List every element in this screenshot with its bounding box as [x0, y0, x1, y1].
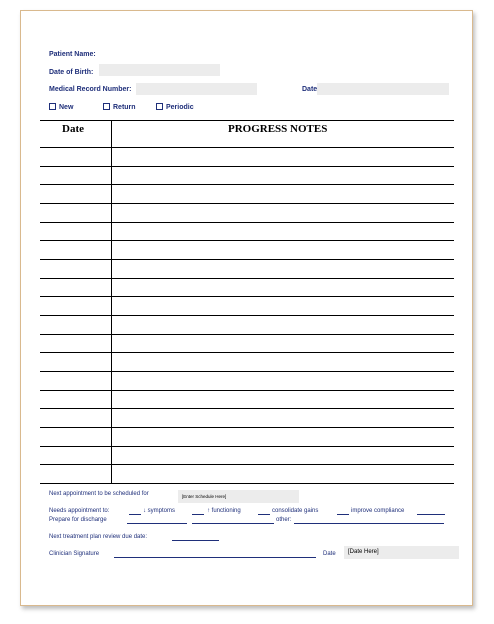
date-placeholder: [Date Here]	[348, 549, 379, 555]
compliance-extra-blank[interactable]	[417, 514, 445, 515]
compliance-label: improve compliance	[351, 508, 405, 514]
consolidate-label: consolidate gains	[272, 508, 319, 514]
schedule-field[interactable]	[178, 490, 299, 503]
table-column-divider	[111, 120, 112, 484]
table-row	[40, 390, 454, 391]
next-appointment-label: Next appointment to be scheduled for	[49, 491, 149, 497]
progress-notes-header: PROGRESS NOTES	[228, 123, 328, 135]
table-row	[40, 408, 454, 409]
table-row	[40, 259, 454, 260]
review-date-label: Next treatment plan review due date:	[49, 534, 148, 540]
symptoms-blank[interactable]	[129, 514, 141, 515]
table-row	[40, 147, 454, 148]
signature-line[interactable]	[114, 557, 316, 558]
discharge-blank-2[interactable]	[192, 523, 274, 524]
signature-date-label: Date	[323, 551, 336, 557]
table-row	[40, 315, 454, 316]
table-row	[40, 483, 454, 484]
table-row	[40, 371, 454, 372]
table-row	[40, 334, 454, 335]
patient-name-label: Patient Name:	[49, 51, 96, 58]
prepare-discharge-label: Prepare for discharge	[49, 517, 107, 523]
progress-notes-table	[40, 120, 454, 484]
review-date-blank[interactable]	[172, 540, 219, 541]
table-row	[40, 278, 454, 279]
mrn-label: Medical Record Number:	[49, 86, 132, 93]
dob-label: Date of Birth:	[49, 69, 94, 76]
checkbox-new-label: New	[59, 104, 74, 111]
checkbox-box[interactable]	[156, 103, 163, 110]
symptoms-label: ↓ symptoms	[143, 508, 176, 514]
consolidate-blank[interactable]	[258, 514, 270, 515]
dob-field[interactable]	[99, 64, 220, 76]
date-field[interactable]	[317, 83, 449, 95]
table-row	[40, 352, 454, 353]
date-label: Date	[302, 86, 318, 93]
date-column-header: Date	[62, 123, 84, 135]
compliance-blank[interactable]	[337, 514, 349, 515]
table-row	[40, 203, 454, 204]
checkbox-new[interactable]	[49, 103, 73, 111]
table-row	[40, 446, 454, 447]
checkbox-periodic-label: Periodic	[166, 104, 194, 111]
table-top-border	[40, 120, 454, 121]
mrn-field[interactable]	[136, 83, 257, 95]
schedule-placeholder: [Enter Schedule Here]	[182, 494, 227, 499]
form-page	[20, 10, 473, 606]
table-row	[40, 427, 454, 428]
checkbox-periodic[interactable]	[156, 103, 194, 111]
checkbox-return-label: Return	[113, 104, 136, 111]
checkbox-box[interactable]	[103, 103, 110, 110]
other-blank[interactable]	[294, 523, 444, 524]
needs-appointment-label: Needs appointment to:	[49, 508, 110, 514]
discharge-blank[interactable]	[127, 523, 187, 524]
signature-date-field[interactable]	[344, 546, 459, 559]
functioning-blank[interactable]	[192, 514, 204, 515]
clinician-signature-label: Clinician Signature	[49, 551, 100, 557]
table-row	[40, 296, 454, 297]
table-row	[40, 222, 454, 223]
checkbox-box[interactable]	[49, 103, 56, 110]
table-row	[40, 166, 454, 167]
checkbox-return[interactable]	[103, 103, 136, 111]
other-label: other:	[276, 517, 292, 523]
table-row	[40, 464, 454, 465]
table-row	[40, 184, 454, 185]
functioning-label: ↑ functioning	[207, 508, 241, 514]
table-row	[40, 240, 454, 241]
